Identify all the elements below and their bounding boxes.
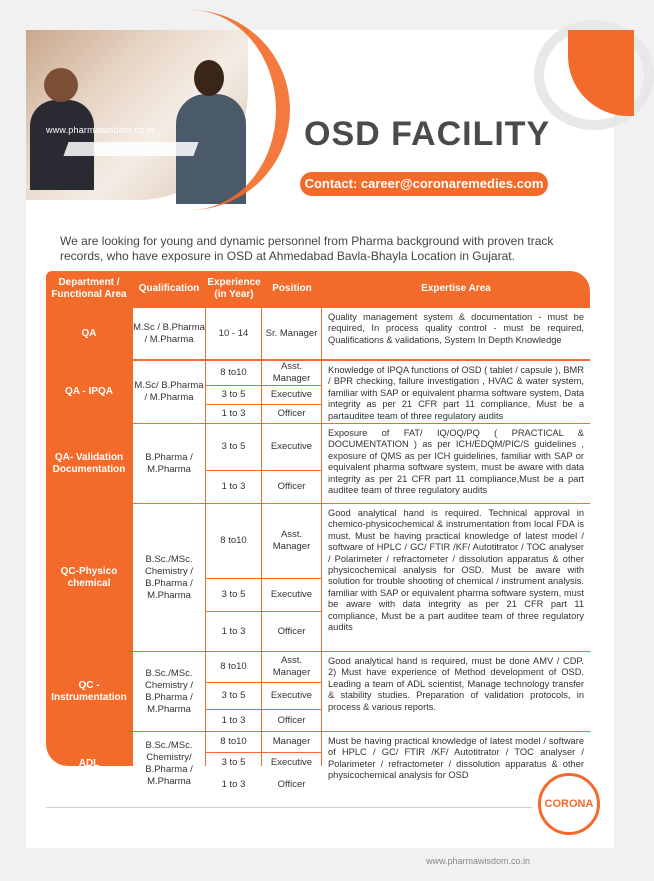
row-qa-expertise: Quality management system & documentation - must be required, In process quality control - must be required, Qualifications & validations, System In Depth Knowledge [322,308,590,359]
row-instrumentation-position-1: Asst. Manager [262,652,321,682]
header-expertise: Expertise Area [421,283,491,294]
row-instrumentation-experience-2: 3 to 5 [206,683,261,709]
row-qa-position: Sr. Manager [262,308,321,359]
row-adl-department: ADL [78,758,100,769]
row-ipqa-position-2: Executive [262,386,321,404]
row-adl-experience-1: 8 to10 [206,732,261,752]
decorative-arc [146,10,290,210]
row-adl-experience-2: 3 to 5 [206,753,261,773]
row-ipqa-experience-2: 3 to 5 [206,386,261,404]
row-physico-expertise: Good analytical hand is required. Technical approval in chemico-physicochemical & instrumentation from local FDA is must. Must be having practical knowledge of latest model / software of HPLC / GC/ FTIR /KF/ Autotitrator / TOC analyser / Polarimeter / refractometer / dissolution apparatus & other physicochemical analysis for OSD. Must be aware with solution for trouble shooting of chemical / instrument analysis. familiar with SAP or equivalent pharma software system, must be aware with data integrity as per 21 CFR part 11 compliance, Must be a part auditee team of three regulatory audits [322,504,590,651]
row-validation-qualification: B.Pharma / M.Pharma [133,424,205,503]
row-physico-department: QC-Physico chemical [60,565,118,589]
row-validation-position-2: Officer [262,471,321,503]
person-left-head [44,68,78,102]
row-physico-experience-2: 3 to 5 [206,579,261,611]
footer-watermark: www.pharmawisdom.co.in [426,856,531,866]
row-ipqa-experience-1: 8 to10 [206,361,261,385]
row-ipqa-department: QA - IPQA [65,386,113,397]
row-qa-department: QA [81,327,97,339]
header-experience: Experience (in Year) [207,277,261,300]
jobs-table [46,271,590,790]
row-instrumentation-experience-3: 1 to 3 [206,710,261,731]
row-qa-experience: 10 - 14 [206,308,261,359]
row-ipqa-position-1: Asst. Manager [262,361,321,385]
row-physico-qualification: B.Sc./MSc. Chemistry / B.Pharma / M.Pharma [133,504,205,651]
row-adl-position-2: Executive [262,753,321,773]
row-validation-experience-2: 1 to 3 [206,471,261,503]
row-validation-department: QA- Validation Documentation [52,451,126,475]
row-physico-position-3: Officer [262,612,321,651]
row-physico-experience-3: 1 to 3 [206,612,261,651]
row-adl-expertise: Must be having practical knowledge of latest model / software of HPLC / GC/ FTIR /KF/ Autotitrator / TOC analyser / Polarimeter / refractometer / dissolution apparatus & other physicochemical analysis for OSD [322,732,590,796]
row-validation-position-1: Executive [262,424,321,470]
photo-watermark: www.pharmawisdom.co.in [46,125,155,135]
row-instrumentation-position-3: Officer [262,710,321,731]
row-instrumentation-expertise: Good analytical hand is required, must be done AMV / CDP. 2) Must have experience of Method development of OSD. Leading a team of ADL scientist, Manage technology transfer & stability studies. Preparation of validation protocols, in process & various reports. [322,652,590,731]
row-ipqa-expertise: Knowledge of IPQA functions of OSD ( tablet / capsule ), BMR / BPR checking, failure investigation , HVAC & water system, familiar with SAP or equivalent pharma software system, Data integrity as per 21 CFR part 11 compliance, Must be a partauditee team of three regulatory audits [322,361,590,423]
flyer-card [26,30,614,848]
corona-logo: CORONA [538,773,600,835]
row-validation-experience-1: 3 to 5 [206,424,261,470]
row-adl-qualification: B.Sc./MSc. Chemistry/ B.Pharma / M.Pharma [133,732,205,796]
header-position: Position [272,283,312,294]
row-qa-qualification: M.Sc / B.Pharma / M.Pharma [133,308,205,359]
row-physico-position-2: Executive [262,579,321,611]
row-instrumentation-experience-1: 8 to10 [206,652,261,682]
intro-text: We are looking for young and dynamic personnel from Pharma background with proven track records, who have exposure in OSD at Ahmedabad Bavla-Bhayla Location in Gujarat. [60,234,554,263]
row-adl-position-3: Officer [262,774,321,796]
row-validation-expertise: Exposure of FAT/ IQ/OQ/PQ ( PRACTICAL & DOCUMENTATION ) as per ICH/EDQM/PIC/S guidelines , exposure of QMS as per ICH guidelines, familiar with SAP or equivalent pharma software system, must be aware with data integrity as per 21 CFR part 11 compliance,Must be a part auditee team of three regulatory audits [322,424,590,503]
page-title: OSD FACILITY [304,115,551,153]
row-physico-position-1: Asst. Manager [262,504,321,578]
header-department: Department / Functional Area [51,277,127,300]
row-ipqa-experience-3: 1 to 3 [206,405,261,423]
row-ipqa-position-3: Officer [262,405,321,423]
row-adl-position-1: Manager [262,732,321,752]
contact-email-badge[interactable]: Contact: career@coronaremedies.com [300,172,548,196]
row-adl-experience-3: 1 to 3 [206,774,261,796]
header-qualification: Qualification [138,283,200,294]
footer-divider [46,807,532,808]
row-instrumentation-department: QC - Instrumentation [51,679,127,703]
row-instrumentation-qualification: B.Sc./MSc. Chemistry / B.Pharma / M.Pharma [133,652,205,731]
row-instrumentation-position-2: Executive [262,683,321,709]
row-ipqa-qualification: M.Sc/ B.Pharma / M.Pharma [133,361,205,423]
row-physico-experience-1: 8 to10 [206,504,261,578]
